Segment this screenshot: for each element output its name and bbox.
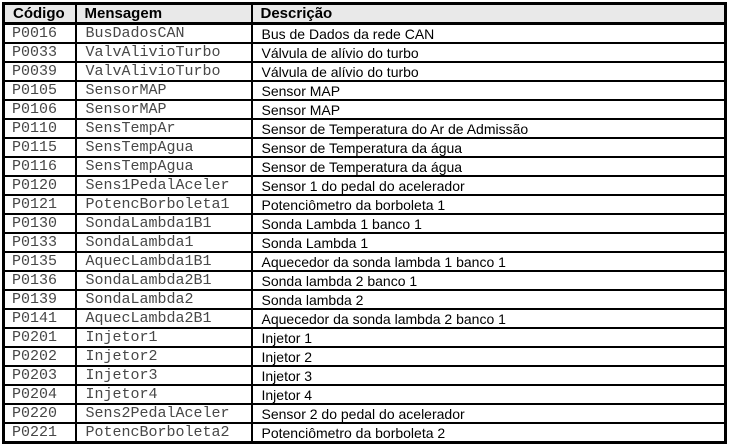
cell-mensagem: SondaLambda2B1 — [76, 271, 252, 290]
cell-mensagem: SensorMAP — [76, 81, 252, 100]
cell-descricao: Injetor 4 — [252, 385, 726, 404]
cell-codigo: P0203 — [4, 366, 76, 385]
table-row — [4, 290, 726, 309]
cell-codigo: P0110 — [4, 119, 76, 138]
cell-codigo: P0135 — [4, 252, 76, 271]
table-row — [4, 328, 726, 347]
table-row — [4, 195, 726, 214]
cell-mensagem: AquecLambda2B1 — [76, 309, 252, 328]
fault-code-table — [2, 2, 727, 444]
table-row — [4, 252, 726, 271]
cell-codigo: P0201 — [4, 328, 76, 347]
cell-codigo: P0115 — [4, 138, 76, 157]
cell-descricao: Injetor 3 — [252, 366, 726, 385]
cell-descricao: Aquecedor da sonda lambda 1 banco 1 — [252, 252, 726, 271]
table-row — [4, 347, 726, 366]
cell-mensagem: PotencBorboleta2 — [76, 423, 252, 443]
cell-codigo: P0120 — [4, 176, 76, 195]
column-header-mensagem: Mensagem — [76, 4, 252, 24]
table-row — [4, 24, 726, 44]
cell-codigo: P0121 — [4, 195, 76, 214]
table-row — [4, 385, 726, 404]
cell-codigo: P0221 — [4, 423, 76, 443]
table-row — [4, 309, 726, 328]
cell-codigo: P0106 — [4, 100, 76, 119]
cell-codigo: P0202 — [4, 347, 76, 366]
table-row — [4, 43, 726, 62]
cell-codigo: P0039 — [4, 62, 76, 81]
cell-mensagem: Sens1PedalAceler — [76, 176, 252, 195]
cell-mensagem: Injetor1 — [76, 328, 252, 347]
cell-codigo: P0105 — [4, 81, 76, 100]
cell-descricao: Aquecedor da sonda lambda 2 banco 1 — [252, 309, 726, 328]
cell-mensagem: SensTempAgua — [76, 157, 252, 176]
cell-mensagem: Injetor4 — [76, 385, 252, 404]
cell-mensagem: Injetor3 — [76, 366, 252, 385]
cell-descricao: Sensor de Temperatura da água — [252, 157, 726, 176]
table-body — [4, 24, 726, 443]
cell-mensagem: SensTempAr — [76, 119, 252, 138]
header-row — [4, 4, 726, 24]
cell-codigo: P0220 — [4, 404, 76, 423]
cell-descricao: Bus de Dados da rede CAN — [252, 24, 726, 44]
table-row — [4, 423, 726, 443]
table-row — [4, 138, 726, 157]
table-row — [4, 233, 726, 252]
table-row — [4, 214, 726, 233]
cell-codigo: P0141 — [4, 309, 76, 328]
cell-codigo: P0016 — [4, 24, 76, 44]
column-header-descricao: Descrição — [252, 4, 726, 24]
cell-descricao: Válvula de alívio do turbo — [252, 43, 726, 62]
cell-mensagem: BusDadosCAN — [76, 24, 252, 44]
cell-descricao: Potenciômetro da borboleta 2 — [252, 423, 726, 443]
table-row — [4, 62, 726, 81]
cell-descricao: Potenciômetro da borboleta 1 — [252, 195, 726, 214]
cell-codigo: P0136 — [4, 271, 76, 290]
cell-codigo: P0204 — [4, 385, 76, 404]
cell-descricao: Sonda Lambda 1 banco 1 — [252, 214, 726, 233]
cell-descricao: Sensor MAP — [252, 81, 726, 100]
column-header-codigo: Código — [4, 4, 76, 24]
table-row — [4, 81, 726, 100]
cell-codigo: P0033 — [4, 43, 76, 62]
cell-codigo: P0133 — [4, 233, 76, 252]
cell-descricao: Sensor de Temperatura do Ar de Admissão — [252, 119, 726, 138]
table-row — [4, 271, 726, 290]
cell-mensagem: SondaLambda1B1 — [76, 214, 252, 233]
table-row — [4, 100, 726, 119]
table-row — [4, 157, 726, 176]
cell-mensagem: SensTempAgua — [76, 138, 252, 157]
cell-mensagem: SondaLambda1 — [76, 233, 252, 252]
table-row — [4, 366, 726, 385]
cell-descricao: Sonda Lambda 1 — [252, 233, 726, 252]
table-row — [4, 176, 726, 195]
cell-mensagem: AquecLambda1B1 — [76, 252, 252, 271]
cell-mensagem: SensorMAP — [76, 100, 252, 119]
cell-descricao: Injetor 2 — [252, 347, 726, 366]
cell-codigo: P0130 — [4, 214, 76, 233]
cell-mensagem: Injetor2 — [76, 347, 252, 366]
table-row — [4, 119, 726, 138]
cell-descricao: Sensor MAP — [252, 100, 726, 119]
cell-codigo: P0139 — [4, 290, 76, 309]
cell-descricao: Sensor 1 do pedal do acelerador — [252, 176, 726, 195]
cell-descricao: Sensor de Temperatura da água — [252, 138, 726, 157]
cell-descricao: Sonda lambda 2 banco 1 — [252, 271, 726, 290]
cell-descricao: Sensor 2 do pedal do acelerador — [252, 404, 726, 423]
cell-descricao: Injetor 1 — [252, 328, 726, 347]
cell-codigo: P0116 — [4, 157, 76, 176]
cell-mensagem: PotencBorboleta1 — [76, 195, 252, 214]
cell-mensagem: SondaLambda2 — [76, 290, 252, 309]
cell-mensagem: ValvAlivioTurbo — [76, 43, 252, 62]
table-row — [4, 404, 726, 423]
cell-descricao: Sonda lambda 2 — [252, 290, 726, 309]
cell-descricao: Válvula de alívio do turbo — [252, 62, 726, 81]
cell-mensagem: Sens2PedalAceler — [76, 404, 252, 423]
cell-mensagem: ValvAlivioTurbo — [76, 62, 252, 81]
